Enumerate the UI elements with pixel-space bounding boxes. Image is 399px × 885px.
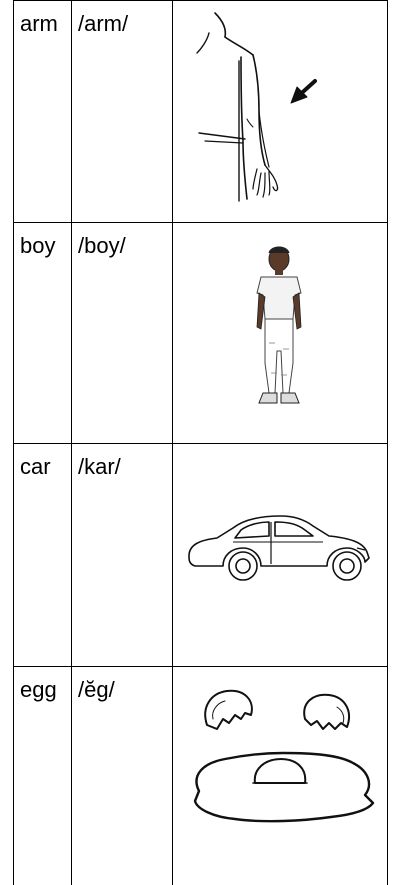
pronunciation-cell <box>72 1 173 223</box>
word-label: arm <box>20 11 58 36</box>
pronunciation-label: /kar/ <box>78 454 121 479</box>
word-label: egg <box>20 677 57 702</box>
pronunciation-cell <box>72 223 173 444</box>
picture-cell <box>173 223 388 444</box>
table-row <box>14 444 388 667</box>
picture-cell <box>173 667 388 885</box>
word-cell <box>14 223 72 444</box>
boy-icon <box>173 223 388 444</box>
picture-cell <box>173 1 388 223</box>
pronunciation-cell <box>72 667 173 885</box>
word-label: boy <box>20 233 56 258</box>
arm-icon <box>173 1 388 223</box>
table-row <box>14 667 388 885</box>
table-row <box>14 223 388 444</box>
word-label: car <box>20 454 51 479</box>
word-cell <box>14 1 72 223</box>
word-cell <box>14 444 72 667</box>
egg-icon <box>173 667 388 885</box>
picture-cell <box>173 444 388 667</box>
word-cell <box>14 667 72 885</box>
pronunciation-label: /arm/ <box>78 11 129 36</box>
car-icon <box>173 444 388 667</box>
pronunciation-label: /boy/ <box>78 233 126 258</box>
vocabulary-table <box>13 0 388 885</box>
pronunciation-cell <box>72 444 173 667</box>
table-row <box>14 1 388 223</box>
pronunciation-label: /ĕg/ <box>78 677 115 702</box>
